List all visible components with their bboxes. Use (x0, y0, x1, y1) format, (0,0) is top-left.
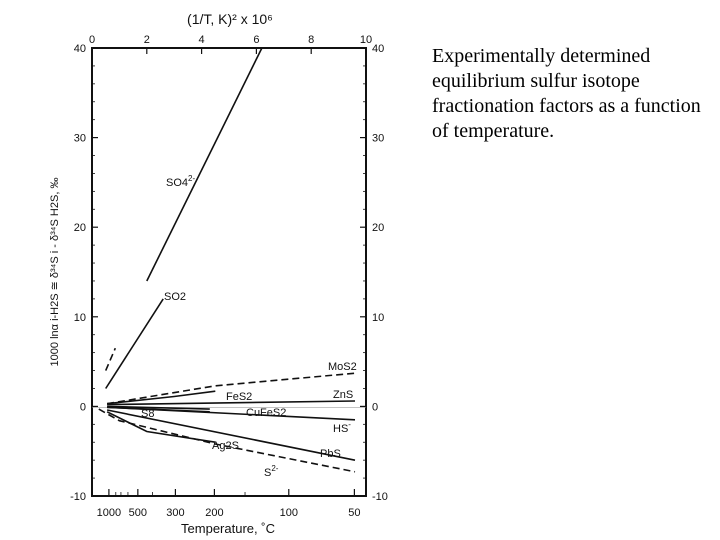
y-tick-label-right: 40 (372, 43, 385, 55)
series-label-hs: HS- (333, 420, 351, 435)
top-tick-label: 2 (143, 34, 150, 46)
series-label-zns: ZnS (333, 389, 354, 401)
series-label-so4: $SO4^{2-}$ (166, 174, 196, 189)
series-label-cufes2: CuFeS2 (246, 407, 287, 419)
series-label-superscript: 2- (271, 464, 279, 473)
series-label-so2: SO2 (164, 291, 187, 303)
y-tick-label-right: 10 (372, 311, 385, 324)
series-label-fes2: FeS2 (226, 391, 253, 403)
y-tick-label-left: 30 (73, 132, 86, 145)
y-tick-label-left: 0 (79, 401, 86, 414)
top-tick-label: 4 (198, 34, 205, 46)
temp-tick-label: 300 (166, 507, 185, 519)
series-line-so2 (106, 299, 164, 389)
series-line-fes2 (107, 391, 215, 404)
top-tick-label: 8 (308, 34, 315, 46)
y-tick-label-right: -10 (372, 491, 388, 503)
y-tick-label-right: 20 (372, 222, 385, 235)
top-tick-label: 6 (253, 34, 260, 46)
y-tick-label-left: -10 (70, 491, 86, 503)
series-label-superscript: - (348, 420, 351, 429)
series-label-s8: S8 (141, 408, 155, 420)
series-line-ag2s (107, 412, 215, 442)
series-layer (99, 48, 355, 472)
series-label-ag2s: Ag2S (212, 440, 239, 452)
top-axis-title: (1/T, K)² x 10⁶ (187, 11, 273, 27)
y-tick-label-left: 20 (73, 222, 86, 235)
series-label-superscript: 2- (188, 174, 196, 183)
y-axis-title: 1000 lnα i-H2S ≅ δ³⁴S i - δ³⁴S H2S, ‰ (49, 177, 61, 367)
top-tick-label: 0 (88, 34, 96, 46)
y-tick-label-right: 30 (372, 132, 385, 145)
temp-tick-label: 100 (279, 507, 298, 519)
series-label-pbs: PbS (320, 448, 341, 460)
series-line-unlabeled (106, 348, 116, 370)
temp-tick-label: 50 (348, 507, 361, 519)
slide-caption: Experimentally determined equilibrium sulfur isotope fractionation factors as a function of temperature. (432, 45, 701, 142)
y-tick-label-right: 0 (372, 401, 379, 414)
y-tick-label-left: 40 (73, 43, 86, 55)
series-label-s: $S^{2-}$ (264, 464, 279, 479)
bottom-axis-title: Temperature, ˚C (181, 521, 275, 536)
y-tick-label-left: 10 (73, 311, 86, 324)
series-label-mos2: MoS2 (328, 361, 357, 373)
top-tick-label: 10 (359, 34, 373, 46)
series-line-so4 (147, 48, 262, 281)
temp-tick-label: 200 (205, 507, 224, 519)
temp-tick-label: 1000 (96, 507, 122, 519)
temp-tick-label: 500 (128, 507, 148, 519)
